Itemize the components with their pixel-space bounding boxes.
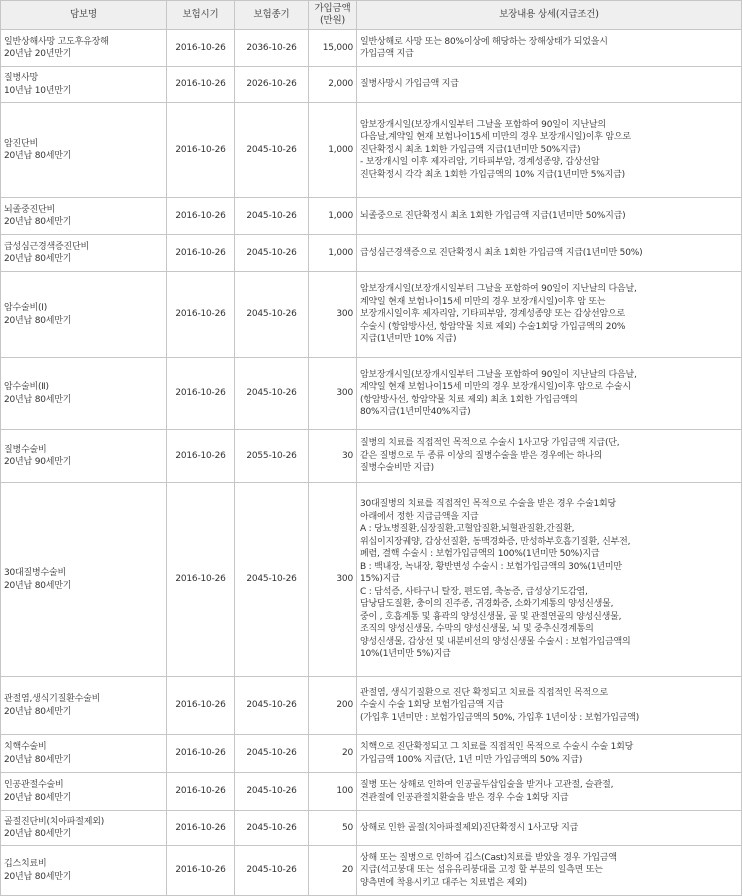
coverage-name — [1, 677, 167, 735]
coverage-name-line: 암진단비 — [4, 138, 38, 149]
start-date: 2016-10-26 — [167, 811, 235, 846]
table-row — [1, 677, 742, 735]
coverage-detail-line: 중이 , 호흡계통 및 흉곽의 양성신생물, 골 및 관절연골의 양성신생물, — [360, 611, 622, 622]
coverage-detail — [357, 846, 742, 896]
coverage-name — [1, 272, 167, 358]
coverage-amount: 100 — [309, 773, 357, 811]
coverage-amount: 1,000 — [309, 103, 357, 198]
coverage-detail — [357, 483, 742, 677]
coverage-amount: 1,000 — [309, 235, 357, 272]
end-date: 2045-10-26 — [235, 735, 309, 773]
coverage-name — [1, 198, 167, 235]
coverage-name-line: 20년납 80세만기 — [4, 829, 72, 839]
coverage-name-line: 치핵수술비 — [4, 742, 47, 752]
coverage-detail-line: 양성신생물, 갑상선 및 내분비선의 양성신생물 수술시 : 보험가입금액의 — [360, 636, 631, 647]
coverage-detail-line: 수술시 (항암방사선, 항암약물 치료 제외) 수술1회당 가입금액의 20% — [360, 321, 626, 332]
coverage-amount: 300 — [309, 358, 357, 430]
table-row — [1, 103, 742, 198]
coverage-name — [1, 811, 167, 846]
coverage-name-line: 20년납 80세만기 — [4, 706, 72, 717]
start-date: 2016-10-26 — [167, 272, 235, 358]
coverage-name-line: 깁스치료비 — [4, 859, 47, 869]
coverage-detail-line: 상해 또는 질병으로 인하여 깁스(Cast)치료를 받았을 경우 가입금액 — [360, 852, 617, 863]
end-date: 2026-10-26 — [235, 67, 309, 103]
coverage-detail-line: 지급(1년미만 10% 지급) — [360, 334, 457, 345]
end-date: 2045-10-26 — [235, 358, 309, 430]
coverage-amount: 15,000 — [309, 30, 357, 67]
coverage-detail-line: - 보장개시일 이후 제자리암, 기타피부암, 경계성종양, 갑상선암 — [360, 157, 600, 168]
coverage-detail-line: 진단확정시 최초 1회한 가입금액 지급(1년미만 50%지급) — [360, 144, 581, 155]
table-row — [1, 30, 742, 67]
coverage-amount: 50 — [309, 811, 357, 846]
coverage-name — [1, 846, 167, 896]
coverage-detail-line: 조직의 양성신생물, 수막의 양성신생물, 뇌 및 중추신경계통의 — [360, 624, 594, 635]
table-row — [1, 430, 742, 483]
table-row — [1, 67, 742, 103]
table-row — [1, 358, 742, 430]
coverage-name-line: 30대질병수술비 — [4, 568, 67, 578]
coverage-detail-line: A : 당뇨병질환,심장질환,고혈압질환,뇌혈관질환,간질환, — [360, 524, 575, 535]
coverage-detail — [357, 235, 742, 272]
coverage-detail-line: (가입후 1년미만 : 보험가입금액의 50%, 가입후 1년이상 : 보험가입금액) — [360, 712, 640, 723]
coverage-detail-line: 급성심근경색증으로 진단확정시 최초 1회한 가입금액 지급(1년미만 50%) — [360, 247, 643, 258]
start-date: 2016-10-26 — [167, 358, 235, 430]
coverage-name-line: 관절염,생식기질환수술비 — [4, 694, 101, 704]
table-row — [1, 735, 742, 773]
coverage-name-line: 급성심근경색증진단비 — [4, 241, 89, 252]
coverage-detail — [357, 103, 742, 198]
start-date: 2016-10-26 — [167, 430, 235, 483]
coverage-amount: 2,000 — [309, 67, 357, 103]
table-row — [1, 198, 742, 235]
coverage-name — [1, 67, 167, 103]
coverage-detail — [357, 272, 742, 358]
end-date: 2055-10-26 — [235, 430, 309, 483]
coverage-detail-line: 다음날,계약일 현재 보험나이15세 미만의 경우 보장개시일)이후 암으로 — [360, 132, 631, 143]
coverage-name-line: 20년납 20년만기 — [4, 49, 72, 59]
coverage-detail — [357, 358, 742, 430]
coverage-name-line: 20년납 90세만기 — [4, 457, 72, 467]
end-date: 2045-10-26 — [235, 272, 309, 358]
coverage-detail-line: 수술시 수술 1회당 보험가입금액 지급 — [360, 700, 504, 711]
coverage-detail-line: 질병수술비만 지급) — [360, 463, 434, 474]
coverage-detail-line: 일반상해로 사망 또는 80%이상에 해당하는 장해상태가 되었을시 — [360, 36, 608, 47]
coverage-name-line: 20년납 80세만기 — [4, 580, 72, 591]
coverage-name-line: 암수술비(Ⅰ) — [4, 303, 48, 313]
coverage-detail-line: 양측면에 착용시키고 대주는 치료법은 제외) — [360, 877, 527, 888]
coverage-name-line: 질병사망 — [4, 73, 38, 83]
coverage-detail-line: C : 담석증, 사타구니 탈장, 편도염, 축농증, 급성상기도감염, — [360, 586, 588, 597]
table-row — [1, 773, 742, 811]
table-row — [1, 272, 742, 358]
coverage-detail-line: 관절염, 생식기질환으로 진단 확정되고 치료를 직접적인 목적으로 — [360, 687, 608, 698]
coverage-detail-line: 치핵으로 진단확정되고 그 치료를 직접적인 목적으로 수술시 수술 1회당 — [360, 742, 634, 752]
end-date: 2045-10-26 — [235, 235, 309, 272]
start-date: 2016-10-26 — [167, 846, 235, 896]
coverage-amount: 30 — [309, 430, 357, 483]
end-date: 2045-10-26 — [235, 773, 309, 811]
coverage-detail — [357, 67, 742, 103]
coverage-detail-line: 80%지급(1년미만40%지급) — [360, 407, 471, 417]
coverage-detail-line: 30대질병의 치료를 직접적인 목적으로 수술을 받은 경우 수술1회당 — [360, 499, 617, 510]
start-date: 2016-10-26 — [167, 677, 235, 735]
coverage-name-line: 10년납 10년만기 — [4, 85, 72, 96]
coverage-amount: 1,000 — [309, 198, 357, 235]
coverage-name-line: 질병수술비 — [4, 444, 47, 455]
table-row — [1, 811, 742, 846]
coverage-name — [1, 735, 167, 773]
coverage-name — [1, 358, 167, 430]
header-end: 보험종기 — [235, 1, 309, 30]
coverage-detail-line: 계약일 현재 보험나이15세 미만의 경우 보장개시일)이후 암으로 수술시 — [360, 382, 631, 392]
coverage-detail-line: 폐렴, 결핵 수술시 : 보험가입금액의 100%(1년미만 50%)지급 — [360, 549, 600, 560]
coverage-detail-line: 암보장개시일(보장개시일부터 그날을 포함하여 90일이 지난날의 다음날, — [360, 284, 637, 295]
start-date: 2016-10-26 — [167, 483, 235, 677]
coverage-detail — [357, 773, 742, 811]
end-date: 2045-10-26 — [235, 846, 309, 896]
coverage-detail — [357, 30, 742, 67]
coverage-amount: 300 — [309, 483, 357, 677]
coverage-name-line: 뇌졸중진단비 — [4, 204, 55, 215]
coverage-name — [1, 483, 167, 677]
coverage-name-line: 20년납 80세만기 — [4, 754, 72, 765]
coverage-name-line: 20년납 80세만기 — [4, 315, 72, 326]
coverage-detail-line: 가입금액 100% 지급(단, 1년 미만 가입금액의 50% 지급) — [360, 754, 583, 765]
coverage-detail-line: 같은 질병으로 두 종류 이상의 질병수술을 받은 경우에는 하나의 — [360, 450, 603, 461]
start-date: 2016-10-26 — [167, 198, 235, 235]
coverage-detail-line: B : 백내장, 녹내장, 황반변성 수술시 : 보험가입금액의 30%(1년미만 — [360, 561, 622, 572]
coverage-name-line: 20년납 80세만기 — [4, 394, 72, 405]
coverage-detail-line: 아래에서 정한 지급금액을 지급 — [360, 511, 479, 522]
table-row — [1, 846, 742, 896]
coverage-name-line: 골절진단비(치아파절제외) — [4, 816, 105, 827]
start-date: 2016-10-26 — [167, 235, 235, 272]
coverage-amount: 300 — [309, 272, 357, 358]
coverage-name-line: 암수술비(Ⅱ) — [4, 382, 49, 392]
coverage-name — [1, 773, 167, 811]
coverage-detail-line: 진단확정시 각각 최초 1회한 가입금액의 10% 지급(1년미만 5%지급) — [360, 169, 625, 180]
start-date: 2016-10-26 — [167, 735, 235, 773]
coverage-detail — [357, 811, 742, 846]
coverage-detail-line: 상해로 인한 골절(치아파절제외)진단확정시 1사고당 지급 — [360, 822, 579, 833]
coverage-detail-line: 질병사망시 가입금액 지급 — [360, 79, 459, 90]
end-date: 2036-10-26 — [235, 30, 309, 67]
table-row — [1, 235, 742, 272]
coverage-detail-line: 보장개시일이후 제자리암, 기타피부암, 경계성종양 또는 갑상선암으로 — [360, 309, 625, 320]
coverage-name-line: 20년납 80세만기 — [4, 217, 72, 227]
coverage-detail-line: 암보장개시일(보장개시일부터 그날을 포함하여 90일이 지난날의 — [360, 119, 606, 130]
coverage-detail — [357, 677, 742, 735]
coverage-detail-line: (항암방사선, 항암약물 치료 제외) 최초 1회한 가입금액의 — [360, 394, 578, 405]
coverage-name — [1, 30, 167, 67]
coverage-detail-line: 담낭담도질환, 충이의 진주종, 귀경화증, 소화기계통의 양성신생물, — [360, 599, 614, 610]
header-start: 보험시기 — [167, 1, 235, 30]
coverage-detail-line: 위십이지장궤양, 갑상선질환, 동맥경화증, 만성하부호흡기질환, 신부전, — [360, 536, 631, 547]
coverage-name-line: 20년납 80세만기 — [4, 254, 72, 264]
coverage-name-line: 20년납 80세만기 — [4, 151, 72, 161]
coverage-amount: 20 — [309, 846, 357, 896]
coverage-detail-line: 지급(석고붕대 또는 섬유유리붕대를 고정 할 부분의 일측면 또는 — [360, 865, 603, 876]
end-date: 2045-10-26 — [235, 677, 309, 735]
end-date: 2045-10-26 — [235, 103, 309, 198]
coverage-name-line: 인공관절수술비 — [4, 780, 64, 790]
coverage-name-line: 일반상해사망 고도후유장해 — [4, 36, 109, 47]
coverage-detail-line: 뇌졸중으로 진단확정시 최초 1회한 가입금액 지급(1년미만 50%지급) — [360, 210, 626, 221]
start-date: 2016-10-26 — [167, 773, 235, 811]
coverage-detail — [357, 430, 742, 483]
coverage-name-line: 20년납 80세만기 — [4, 871, 72, 882]
coverage-detail-line: 15%)지급 — [360, 574, 400, 585]
coverage-detail-line: 암보장개시일(보장개시일부터 그날을 포함하여 90일이 지난날의 다음날, — [360, 369, 637, 380]
coverage-detail-line: 견관절에 인공관절치환술을 받은 경우 수술 1회당 지급 — [360, 792, 569, 803]
coverage-name — [1, 103, 167, 198]
coverage-detail — [357, 198, 742, 235]
start-date: 2016-10-26 — [167, 67, 235, 103]
coverage-detail-line: 10%(1년미만 5%)지급 — [360, 649, 451, 660]
coverage-name-line: 20년납 80세만기 — [4, 792, 72, 803]
start-date: 2016-10-26 — [167, 103, 235, 198]
end-date: 2045-10-26 — [235, 483, 309, 677]
start-date: 2016-10-26 — [167, 30, 235, 67]
table-row — [1, 483, 742, 677]
coverage-detail-line: 계약일 현재 보험나이15세 미만의 경우 보장개시일)이후 암 또는 — [360, 296, 606, 307]
header-amount: 가입금액 (만원) — [309, 1, 357, 30]
coverage-detail — [357, 735, 742, 773]
header-detail: 보장내용 상세(지급조건) — [357, 1, 742, 30]
coverage-detail-line: 질병의 치료를 직접적인 목적으로 수술시 1사고당 가입금액 지급(단, — [360, 438, 620, 449]
header-name: 담보명 — [1, 1, 167, 30]
coverage-name — [1, 235, 167, 272]
coverage-detail-line: 질병 또는 상해로 인하여 인공골두삽입술을 받거나 고관절, 슬관절, — [360, 780, 614, 790]
coverage-amount: 200 — [309, 677, 357, 735]
coverage-name — [1, 430, 167, 483]
end-date: 2045-10-26 — [235, 811, 309, 846]
coverage-detail-line: 가입금액 지급 — [360, 49, 414, 59]
coverage-amount: 20 — [309, 735, 357, 773]
end-date: 2045-10-26 — [235, 198, 309, 235]
header-row — [1, 1, 742, 30]
